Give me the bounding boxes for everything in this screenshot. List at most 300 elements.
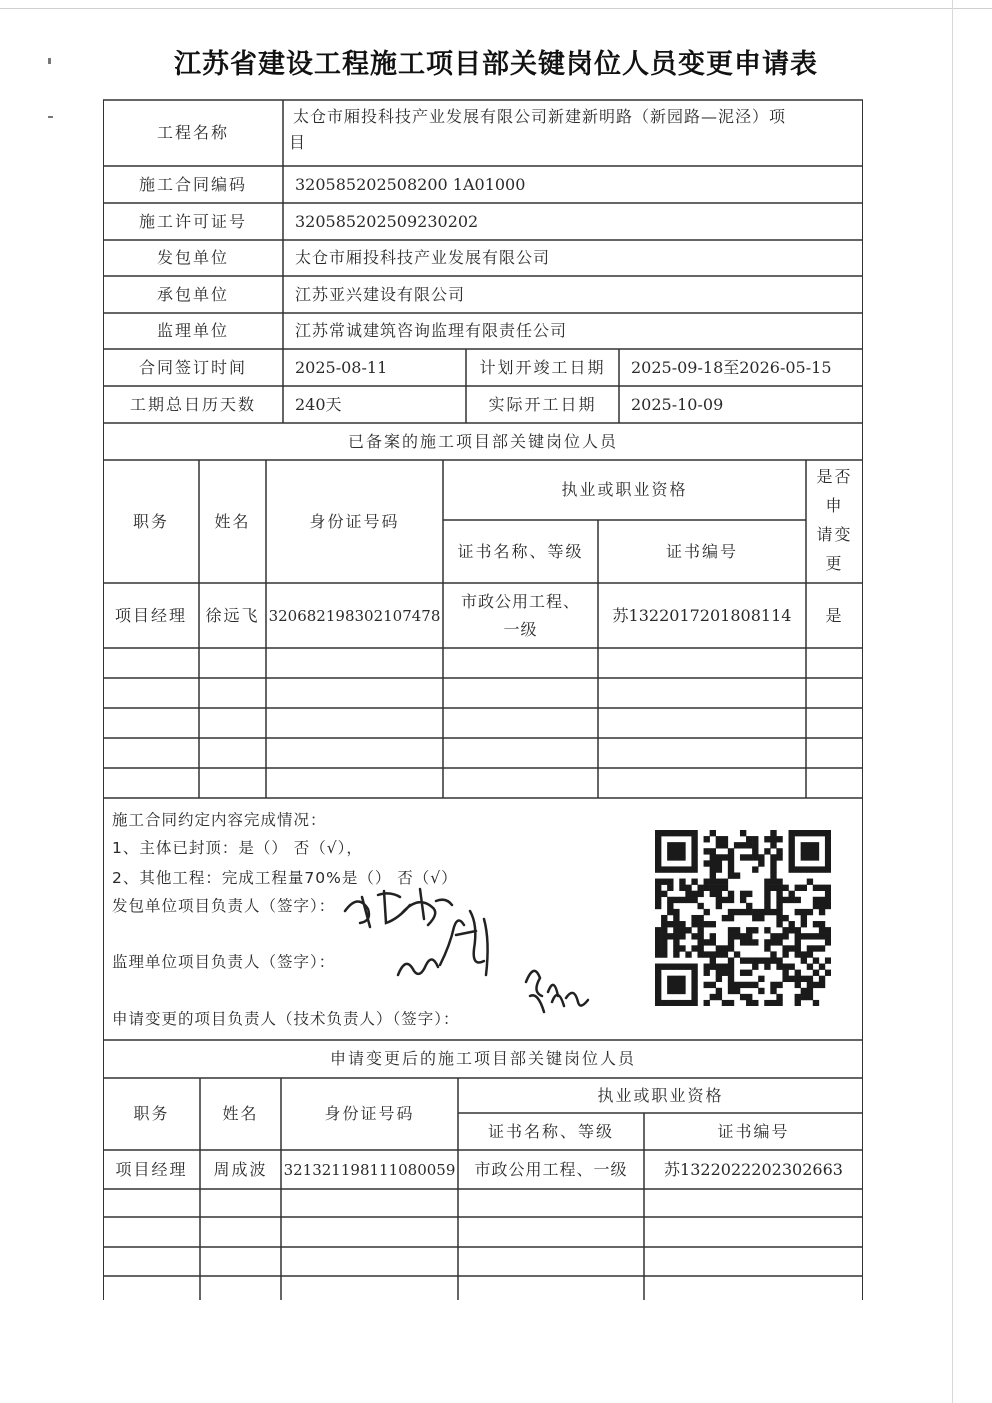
qr-module — [819, 909, 825, 915]
qr-module — [685, 885, 691, 891]
qr-module — [710, 994, 716, 1000]
qr-module — [673, 927, 679, 933]
qr-module — [710, 964, 716, 970]
qr-module — [667, 933, 673, 939]
qr-module — [667, 903, 673, 909]
qr-module — [776, 982, 782, 988]
qr-module — [764, 1000, 770, 1006]
qr-module — [801, 866, 807, 872]
qr-module — [770, 866, 776, 872]
qr-module — [704, 909, 710, 915]
qr-module — [764, 957, 770, 963]
qr-module — [679, 879, 685, 885]
qr-module — [673, 939, 679, 945]
qr-module — [691, 976, 697, 982]
qr-module — [819, 976, 825, 982]
qr-module — [776, 964, 782, 970]
qr-module — [801, 994, 807, 1000]
qr-module — [734, 933, 740, 939]
qr-module — [752, 866, 758, 872]
qr-module — [770, 909, 776, 915]
qr-module — [770, 872, 776, 878]
qr-module — [740, 982, 746, 988]
qr-module — [673, 976, 679, 982]
qr-module — [704, 879, 710, 885]
after-row-name: 周成波 — [213, 1159, 268, 1179]
after-col-qual: 执业或职业资格 — [597, 1085, 724, 1105]
qr-module — [679, 866, 685, 872]
plan-dates-value: 2025-09-18至2026-05-15 — [631, 357, 832, 377]
qr-module — [813, 897, 819, 903]
qr-module — [807, 854, 813, 860]
after-row-cert: 市政公用工程、一级 — [474, 1159, 628, 1179]
qr-module — [722, 885, 728, 891]
qr-module — [746, 842, 752, 848]
qr-module — [728, 915, 734, 921]
qr-module — [673, 848, 679, 854]
qr-module — [746, 957, 752, 963]
sign-date-label: 合同签订时间 — [138, 357, 247, 377]
qr-module — [691, 830, 697, 836]
qr-module — [704, 982, 710, 988]
qr-module — [825, 836, 831, 842]
qr-code-pattern — [655, 830, 831, 1006]
qr-module — [807, 982, 813, 988]
qr-module — [697, 945, 703, 951]
qr-module — [728, 939, 734, 945]
qr-module — [716, 866, 722, 872]
qr-module — [746, 891, 752, 897]
contract-no-label: 施工合同编码 — [138, 174, 247, 194]
qr-module — [764, 945, 770, 951]
qr-module — [801, 842, 807, 848]
qr-module — [691, 915, 697, 921]
qr-module — [716, 964, 722, 970]
qr-module — [795, 830, 801, 836]
duration-value: 240天 — [295, 394, 342, 414]
qr-module — [697, 885, 703, 891]
qr-module — [667, 854, 673, 860]
qr-module — [691, 921, 697, 927]
qr-module — [795, 945, 801, 951]
qr-module — [697, 921, 703, 927]
qr-module — [782, 897, 788, 903]
qr-module — [746, 854, 752, 860]
qr-module — [667, 921, 673, 927]
qr-module — [801, 988, 807, 994]
qr-module — [795, 927, 801, 933]
qr-module — [752, 848, 758, 854]
qr-module — [819, 866, 825, 872]
qr-module — [716, 988, 722, 994]
qr-module — [655, 854, 661, 860]
qr-module — [764, 964, 770, 970]
qr-module — [801, 854, 807, 860]
qr-module — [795, 970, 801, 976]
qr-module — [661, 964, 667, 970]
contract-no-value: 320585202508200 1A01000 — [295, 174, 526, 194]
qr-module — [661, 951, 667, 957]
qr-module — [728, 982, 734, 988]
qr-module — [819, 945, 825, 951]
qr-module — [716, 879, 722, 885]
qr-module — [825, 903, 831, 909]
qr-module — [807, 933, 813, 939]
qr-module — [752, 927, 758, 933]
qr-module — [728, 927, 734, 933]
qr-module — [795, 982, 801, 988]
actual-start-value: 2025-10-09 — [631, 394, 724, 414]
qr-module — [764, 879, 770, 885]
qr-module — [655, 903, 661, 909]
qr-module — [746, 903, 752, 909]
qr-module — [734, 951, 740, 957]
qr-module — [770, 885, 776, 891]
qr-module — [740, 830, 746, 836]
qr-module — [710, 866, 716, 872]
qr-module — [716, 842, 722, 848]
qr-module — [813, 854, 819, 860]
qr-module — [746, 939, 752, 945]
qr-module — [776, 897, 782, 903]
contractor-label: 承包单位 — [156, 284, 229, 304]
qr-module — [722, 842, 728, 848]
qr-module — [734, 842, 740, 848]
qr-module — [825, 970, 831, 976]
qr-module — [716, 891, 722, 897]
qr-module — [722, 915, 728, 921]
filed-row-change: 是 — [825, 605, 844, 625]
qr-module — [691, 866, 697, 872]
qr-module — [825, 939, 831, 945]
qr-module — [813, 982, 819, 988]
qr-module — [764, 939, 770, 945]
qr-module — [722, 897, 728, 903]
qr-module — [661, 1000, 667, 1006]
plan-dates-label: 计划开竣工日期 — [479, 357, 606, 377]
sign-date-value: 2025-08-11 — [295, 357, 388, 377]
qr-module — [661, 939, 667, 945]
qr-module — [770, 836, 776, 842]
qr-module — [685, 927, 691, 933]
qr-module — [789, 927, 795, 933]
qr-module — [758, 860, 764, 866]
permit-no-value: 320585202509230202 — [295, 211, 479, 231]
qr-module — [685, 891, 691, 897]
qr-module — [691, 879, 697, 885]
qr-module — [740, 957, 746, 963]
qr-module — [813, 885, 819, 891]
qr-module — [728, 964, 734, 970]
qr-module — [667, 897, 673, 903]
qr-module — [697, 891, 703, 897]
qr-module — [704, 970, 710, 976]
qr-module — [679, 982, 685, 988]
qr-module — [655, 939, 661, 945]
qr-module — [728, 1000, 734, 1006]
qr-module — [667, 866, 673, 872]
qr-module — [685, 951, 691, 957]
qr-module — [655, 897, 661, 903]
qr-module — [661, 830, 667, 836]
qr-module — [758, 957, 764, 963]
qr-module — [734, 909, 740, 915]
qr-module — [746, 1000, 752, 1006]
qr-module — [716, 854, 722, 860]
qr-module — [667, 885, 673, 891]
qr-module — [728, 848, 734, 854]
qr-module — [782, 964, 788, 970]
qr-module — [776, 909, 782, 915]
qr-module — [801, 909, 807, 915]
qr-module — [770, 951, 776, 957]
project-name-value — [283, 104, 858, 156]
qr-module — [801, 921, 807, 927]
qr-module — [716, 897, 722, 903]
qr-module — [673, 830, 679, 836]
qr-module — [740, 891, 746, 897]
qr-module — [789, 836, 795, 842]
qr-module — [655, 885, 661, 891]
qr-module — [795, 976, 801, 982]
qr-module — [795, 885, 801, 891]
qr-module — [819, 921, 825, 927]
after-col-cert-no: 证书编号 — [717, 1121, 790, 1141]
qr-module — [728, 945, 734, 951]
qr-module — [710, 860, 716, 866]
qr-module — [673, 854, 679, 860]
qr-module — [758, 915, 764, 921]
qr-module — [655, 866, 661, 872]
applicant-signature — [518, 952, 598, 1022]
contractor-value: 江苏亚兴建设有限公司 — [295, 284, 466, 304]
qr-module — [746, 933, 752, 939]
after-row-role: 项目经理 — [115, 1159, 188, 1179]
qr-module — [685, 830, 691, 836]
qr-module — [667, 879, 673, 885]
qr-module — [764, 897, 770, 903]
qr-module — [782, 976, 788, 982]
qr-module — [752, 957, 758, 963]
after-row-id: 321321198111080059 — [283, 1160, 456, 1179]
qr-module — [704, 860, 710, 866]
qr-module — [728, 872, 734, 878]
qr-module — [752, 1000, 758, 1006]
qr-module — [655, 933, 661, 939]
qr-module — [710, 982, 716, 988]
filed-row-cert-line: 市政公用工程、 — [460, 592, 580, 611]
qr-module — [655, 945, 661, 951]
qr-module — [673, 945, 679, 951]
qr-module — [728, 866, 734, 872]
qr-module — [764, 903, 770, 909]
qr-module — [746, 994, 752, 1000]
filed-col-role: 职务 — [132, 511, 169, 531]
supervisor-signature — [392, 905, 502, 985]
qr-module — [716, 903, 722, 909]
qr-module — [789, 945, 795, 951]
qr-module — [801, 951, 807, 957]
qr-module — [782, 945, 788, 951]
qr-module — [691, 945, 697, 951]
qr-module — [801, 933, 807, 939]
qr-module — [661, 921, 667, 927]
qr-module — [801, 848, 807, 854]
qr-module — [782, 933, 788, 939]
filed-row-name: 徐远飞 — [205, 605, 260, 625]
qr-module — [716, 951, 722, 957]
qr-module — [710, 951, 716, 957]
qr-module — [716, 860, 722, 866]
qr-module — [655, 951, 661, 957]
after-row-cert-no: 苏1322022202302663 — [664, 1159, 843, 1179]
qr-module — [789, 976, 795, 982]
qr-module — [740, 970, 746, 976]
qr-module — [697, 939, 703, 945]
qr-module — [710, 921, 716, 927]
qr-module — [655, 970, 661, 976]
qr-module — [758, 988, 764, 994]
qr-module — [776, 848, 782, 854]
qr-module — [655, 927, 661, 933]
qr-module — [728, 909, 734, 915]
qr-module — [655, 860, 661, 866]
qr-module — [752, 939, 758, 945]
qr-module — [697, 951, 703, 957]
qr-module — [752, 836, 758, 842]
filed-col-change-line: 是否 — [816, 467, 853, 486]
qr-module — [758, 909, 764, 915]
qr-module — [679, 921, 685, 927]
qr-module — [667, 988, 673, 994]
qr-module — [716, 945, 722, 951]
qr-module — [807, 879, 813, 885]
qr-module — [782, 927, 788, 933]
qr-module — [691, 982, 697, 988]
qr-module — [673, 988, 679, 994]
qr-module — [740, 854, 746, 860]
qr-module — [764, 848, 770, 854]
qr-module — [710, 848, 716, 854]
qr-module — [813, 945, 819, 951]
qr-module — [776, 994, 782, 1000]
qr-module — [734, 927, 740, 933]
qr-module — [789, 848, 795, 854]
qr-module — [697, 903, 703, 909]
qr-module — [776, 915, 782, 921]
qr-module — [825, 891, 831, 897]
qr-module — [746, 927, 752, 933]
qr-module — [776, 957, 782, 963]
qr-module — [655, 830, 661, 836]
permit-no-label: 施工许可证号 — [138, 211, 247, 231]
qr-module — [776, 854, 782, 860]
qr-module — [673, 897, 679, 903]
qr-module — [661, 945, 667, 951]
qr-module — [722, 879, 728, 885]
qr-module — [673, 909, 679, 915]
qr-module — [734, 988, 740, 994]
qr-module — [667, 848, 673, 854]
qr-module — [807, 994, 813, 1000]
qr-module — [710, 933, 716, 939]
qr-module — [758, 976, 764, 982]
qr-module — [795, 897, 801, 903]
qr-module — [655, 976, 661, 982]
qr-module — [691, 933, 697, 939]
qr-module — [697, 927, 703, 933]
qr-module — [679, 976, 685, 982]
qr-module — [807, 848, 813, 854]
qr-module — [691, 1000, 697, 1006]
qr-module — [789, 854, 795, 860]
qr-module — [679, 933, 685, 939]
qr-module — [691, 970, 697, 976]
qr-module — [807, 951, 813, 957]
filed-col-change — [806, 462, 863, 578]
qr-module — [795, 909, 801, 915]
qr-module — [770, 842, 776, 848]
qr-module — [716, 836, 722, 842]
qr-module — [746, 982, 752, 988]
qr-module — [728, 860, 734, 866]
qr-module — [801, 957, 807, 963]
qr-module — [819, 885, 825, 891]
qr-module — [746, 836, 752, 842]
qr-module — [710, 939, 716, 945]
qr-module — [807, 830, 813, 836]
qr-module — [782, 970, 788, 976]
qr-module — [661, 891, 667, 897]
qr-module — [813, 842, 819, 848]
filed-col-id: 身份证号码 — [309, 511, 400, 531]
qr-module — [782, 915, 788, 921]
after-col-id: 身份证号码 — [324, 1104, 415, 1123]
qr-module — [819, 927, 825, 933]
qr-module — [776, 879, 782, 885]
qr-module — [819, 830, 825, 836]
qr-module — [770, 933, 776, 939]
qr-code — [655, 830, 831, 1008]
qr-module — [825, 854, 831, 860]
qr-module — [679, 1000, 685, 1006]
qr-module — [673, 951, 679, 957]
qr-module — [679, 885, 685, 891]
qr-module — [789, 842, 795, 848]
qr-module — [825, 842, 831, 848]
qr-module — [679, 964, 685, 970]
filed-col-change-line: 申 — [825, 496, 844, 515]
qr-module — [710, 879, 716, 885]
qr-module — [685, 897, 691, 903]
project-name-line2: 目 — [289, 133, 307, 152]
qr-module — [752, 915, 758, 921]
qr-module — [691, 860, 697, 866]
qr-module — [825, 830, 831, 836]
completion-item1: 1、主体已封顶：是（） 否（√）， — [112, 839, 363, 857]
qr-module — [679, 854, 685, 860]
qr-module — [685, 866, 691, 872]
filed-col-change-line: 更 — [825, 554, 844, 573]
qr-module — [710, 891, 716, 897]
qr-module — [704, 939, 710, 945]
qr-module — [673, 921, 679, 927]
qr-module — [691, 897, 697, 903]
qr-module — [819, 903, 825, 909]
qr-module — [679, 945, 685, 951]
qr-module — [728, 854, 734, 860]
qr-module — [813, 903, 819, 909]
